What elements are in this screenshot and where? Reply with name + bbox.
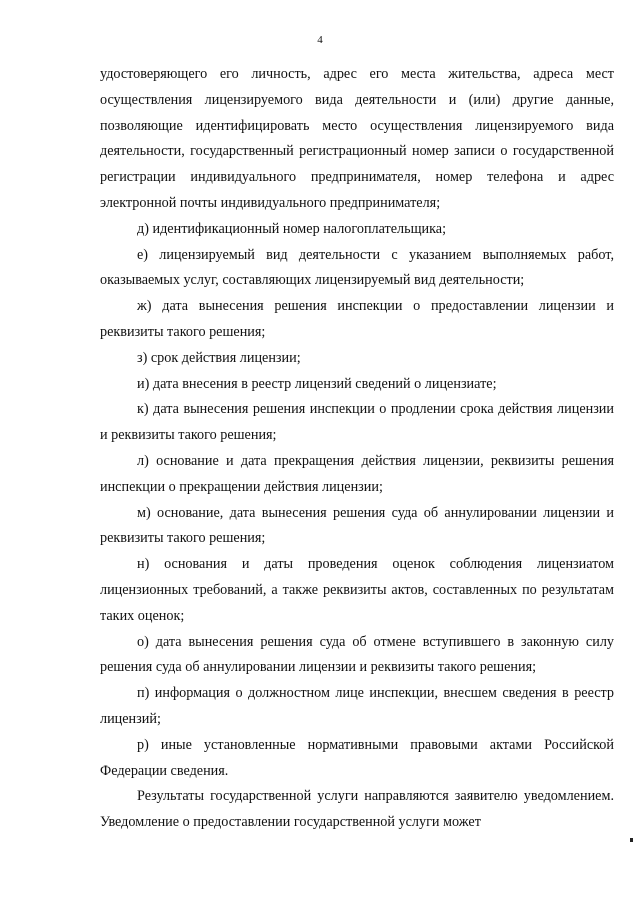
- list-item-n: н) основания и даты проведения оценок соблюдения лицензиатом лицензионных требований, а также реквизиты актов, составленных по результатам таких оценок;: [100, 556, 614, 624]
- results-paragraph: Результаты государственной услуги направляются заявителю уведомлением. Уведомление о предоставлении государственной услуги может: [100, 788, 614, 831]
- list-item-z: з) срок действия лицензии;: [137, 349, 301, 366]
- list-item-k: к) дата вынесения решения инспекции о продлении срока действия лицензии и реквизиты такого решения;: [100, 401, 614, 444]
- list-item-p: п) информация о должностном лице инспекции, внесшем сведения в реестр лицензий;: [100, 685, 614, 727]
- list-item-zh: ж) дата вынесения решения инспекции о предоставлении лицензии и реквизиты такого решения;: [100, 298, 614, 340]
- scan-edge-mark: [630, 838, 633, 842]
- list-item-l: л) основание и дата прекращения действия лицензии, реквизиты решения инспекции о прекращении действия лицензии;: [100, 452, 614, 495]
- page-number: 4: [317, 34, 323, 46]
- list-item-r: р) иные установленные нормативными правовыми актами Российской Федерации сведения.: [100, 736, 614, 779]
- list-item-m: м) основание, дата вынесения решения суда об аннулировании лицензии и реквизиты такого решения;: [100, 504, 614, 547]
- paragraph-continuation: удостоверяющего его личность, адрес его места жительства, адреса мест осуществления лицензируемого вида деятельности и (или) другие данные, позволяющие идентифицировать место осуществления лицензируемого вида деятельности, государственный регистрационный номер записи о государственной регистрации индивидуального предпринимателя, номер телефона и адрес электронной почты индивидуального предпринимателя;: [100, 66, 614, 211]
- list-item-e: е) лицензируемый вид деятельности с указанием выполняемых работ, оказываемых услуг, составляющих лицензируемый вид деятельности;: [100, 246, 614, 289]
- list-item-d: д) идентификационный номер налогоплательщика;: [137, 220, 447, 237]
- document-body: [100, 62, 614, 836]
- list-item-i: и) дата внесения в реестр лицензий сведений о лицензиате;: [137, 375, 497, 392]
- list-item-o: о) дата вынесения решения суда об отмене вступившего в законную силу решения суда об аннулировании лицензии и реквизиты такого решения;: [100, 633, 614, 676]
